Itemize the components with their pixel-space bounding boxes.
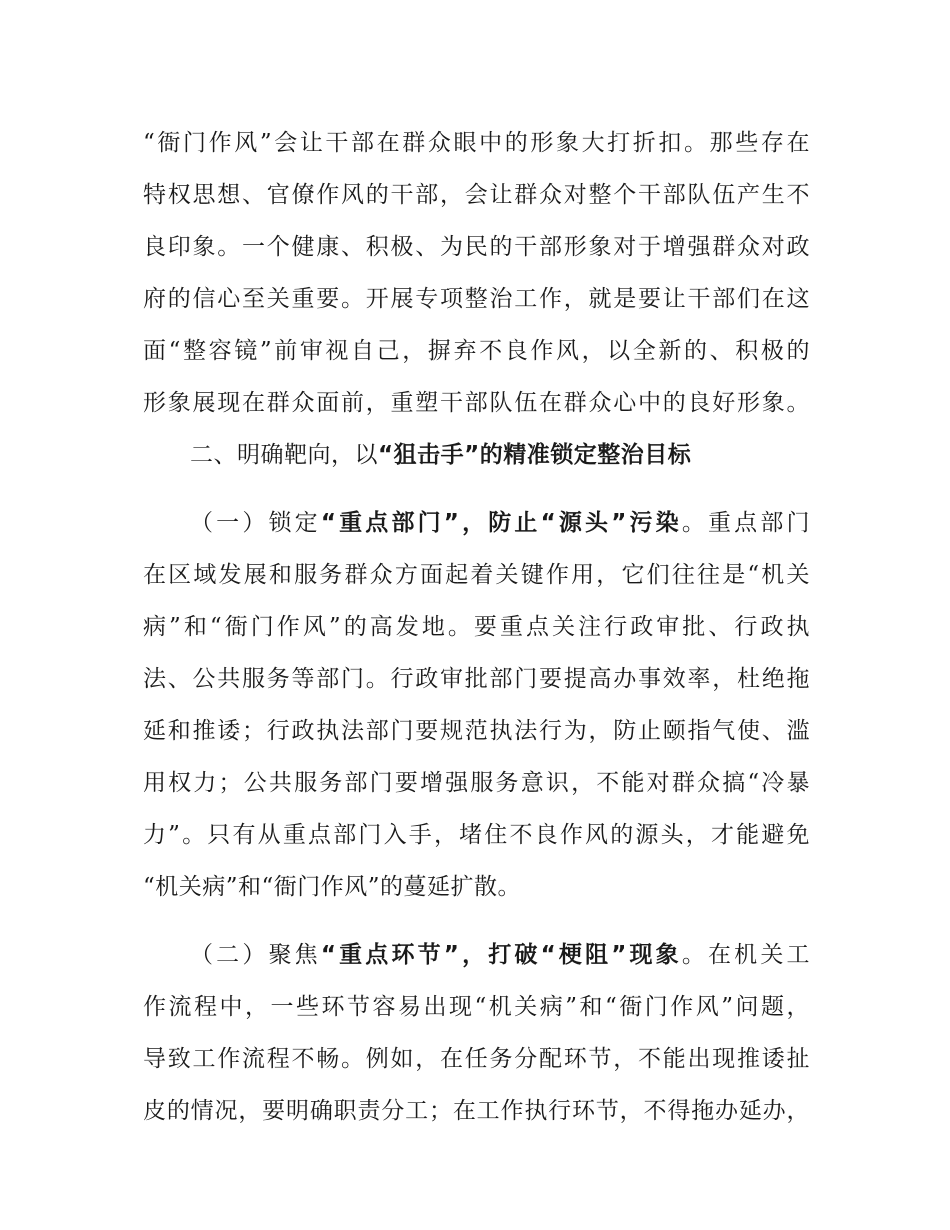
paragraph-line: 特权思想、官僚作风的干部，会让群众对整个干部队伍产生不 — [143, 182, 810, 208]
paragraph-line: 用权力；公共服务部门要增强服务意识，不能对群众搞“冷暴 — [143, 770, 810, 796]
subsection-heading-line — [190, 940, 810, 970]
subsection-prefix: （二）聚焦 — [190, 942, 321, 968]
paragraph-line: 延和推诿；行政执法部门要规范执法行为，防止颐指气使、滥 — [143, 718, 810, 744]
subsection-prefix: （一）锁定 — [190, 510, 321, 536]
paragraph-line: 良印象。一个健康、积极、为民的干部形象对于增强群众对政 — [143, 234, 810, 260]
paragraph-line: 皮的情况，要明确职责分工；在工作执行环节，不得拖办延办， — [143, 1098, 810, 1124]
paragraph-line: “机关病”和“衙门作风”的蔓延扩散。 — [143, 874, 522, 900]
paragraph-line: 导致工作流程不畅。例如，在任务分配环节，不能出现推诿扯 — [143, 1046, 810, 1072]
paragraph-line: 作流程中，一些环节容易出现“机关病”和“衙门作风”问题， — [143, 994, 810, 1020]
paragraph-line: 力”。只有从重点部门入手，堵住不良作风的源头，才能避免 — [143, 822, 810, 848]
subsection-suffix: 。重点部门 — [681, 510, 810, 536]
paragraph-line: 府的信心至关重要。开展专项整治工作，就是要让干部们在这 — [143, 286, 810, 312]
heading-prefix: 二、明确靶向，以 — [190, 442, 378, 468]
paragraph-line: 形象展现在群众面前，重塑干部队伍在群众心中的良好形象。 — [143, 390, 810, 416]
heading-bold: “狙击手”的精准锁定整治目标 — [378, 442, 692, 468]
paragraph-line: “衙门作风”会让干部在群众眼中的形象大打折扣。那些存在 — [143, 130, 810, 156]
subsection-bold: “重点环节”，打破“梗阻”现象 — [320, 942, 682, 968]
paragraph-line: 病”和“衙门作风”的高发地。要重点关注行政审批、行政执 — [143, 614, 810, 640]
paragraph-line: 法、公共服务等部门。行政审批部门要提高办事效率，杜绝拖 — [143, 666, 810, 692]
subsection-bold: “重点部门”，防止“源头”污染 — [320, 510, 682, 536]
paragraph-line: 在区域发展和服务群众方面起着关键作用，它们往往是“机关 — [143, 562, 810, 588]
paragraph-line: 面“整容镜”前审视自己，摒弃不良作风，以全新的、积极的 — [143, 338, 810, 364]
subsection-heading-line — [190, 508, 810, 538]
section-heading — [190, 440, 810, 470]
subsection-suffix: 。在机关工 — [681, 942, 810, 968]
